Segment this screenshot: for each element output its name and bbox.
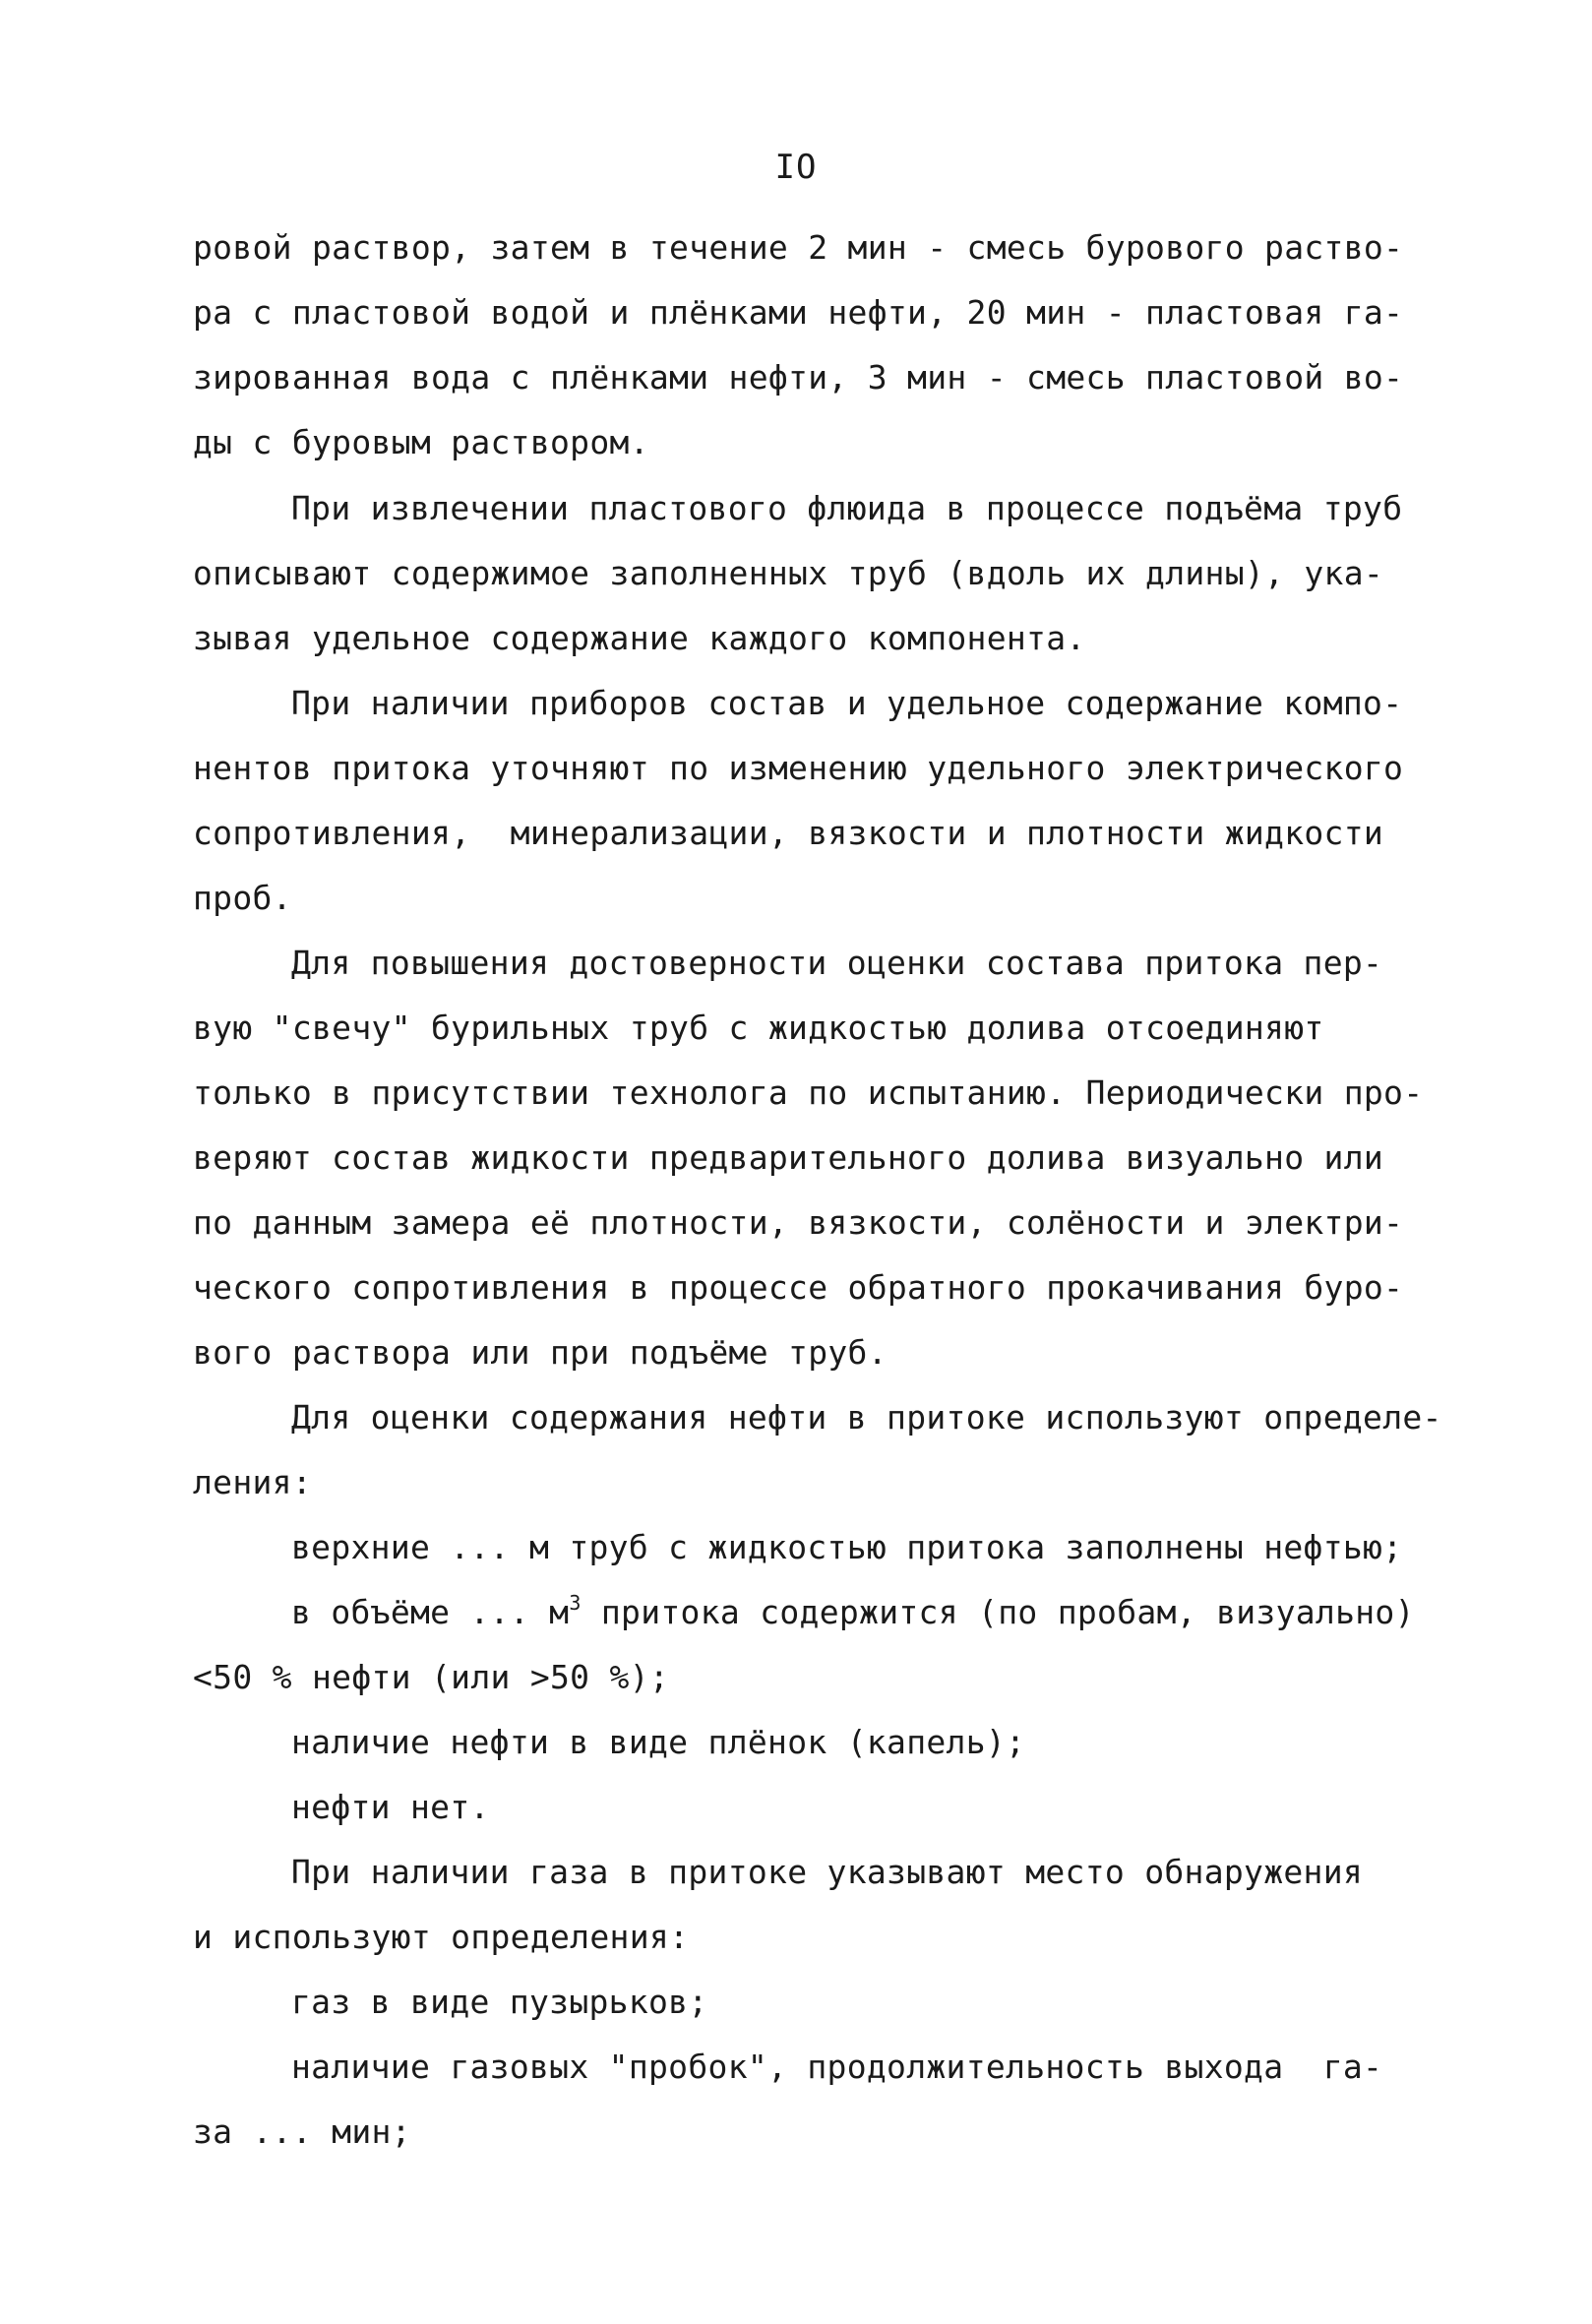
list-item: наличие нефти в виде плёнок (капель); [291, 1723, 1026, 1761]
text-line: сопротивления, минерализации, вязкости и плотности жидкости [193, 814, 1384, 852]
text-line: по данным замера её плотности, вязкости, солёности и электри- [193, 1203, 1404, 1242]
text-line: вую "свечу" бурильных труб с жидкостью долива отсоединяют [193, 1009, 1324, 1047]
text-line: ра с пластовой водой и плёнками нефти, 20 мин - пластовая га- [193, 293, 1404, 332]
text-line: веряют состав жидкости предварительного долива визуально или [193, 1138, 1384, 1177]
page-number: IO [774, 148, 818, 187]
text-line: <50 % нефти (или >50 %); [193, 1658, 670, 1696]
text-line: вого раствора или при подъёме труб. [193, 1333, 888, 1372]
text-line: только в присутствии технолога по испытанию. Периодически про- [193, 1073, 1424, 1112]
text-line: зывая удельное содержание каждого компонента. [193, 619, 1086, 657]
text-line: ды с буровым раствором. [193, 423, 649, 461]
superscript: 3 [569, 1591, 582, 1615]
text-line: ровой раствор, затем в течение 2 мин - смесь бурового раство- [193, 228, 1404, 267]
list-item: газ в виде пузырьков; [291, 1983, 708, 2021]
list-item: верхние ... м труб с жидкостью притока заполнены нефтью; [291, 1528, 1403, 1566]
text-line: ления: [193, 1463, 313, 1501]
text-fragment: в объёме ... м [291, 1593, 570, 1631]
paragraph-first-line: Для повышения достоверности оценки состава притока пер- [291, 944, 1383, 982]
list-item [291, 1593, 1415, 1632]
text-line: проб. [193, 879, 292, 917]
text-fragment: притока содержится (по пробам, визуально) [581, 1593, 1415, 1631]
paragraph-first-line: При наличии газа в притоке указывают место обнаружения [291, 1853, 1364, 1891]
paragraph-first-line: При извлечении пластового флюида в процессе подъёма труб [291, 489, 1403, 527]
text-line: нентов притока уточняют по изменению удельного электрического [193, 749, 1404, 787]
text-line: зированная вода с плёнками нефти, 3 мин - смесь пластовой во- [193, 358, 1404, 397]
text-line: и используют определения: [193, 1918, 690, 1956]
text-line: ческого сопротивления в процессе обратного прокачивания буро- [193, 1268, 1404, 1307]
list-item: нефти нет. [291, 1788, 490, 1826]
paragraph-first-line: Для оценки содержания нефти в притоке используют определе- [291, 1398, 1442, 1437]
text-line: описывают содержимое заполненных труб (вдоль их длины), ука- [193, 554, 1384, 592]
list-item: наличие газовых "пробок", продолжительность выхода га- [291, 2048, 1383, 2086]
text-line: за ... мин; [193, 2112, 411, 2151]
paragraph-first-line: При наличии приборов состав и удельное содержание компо- [291, 684, 1403, 722]
